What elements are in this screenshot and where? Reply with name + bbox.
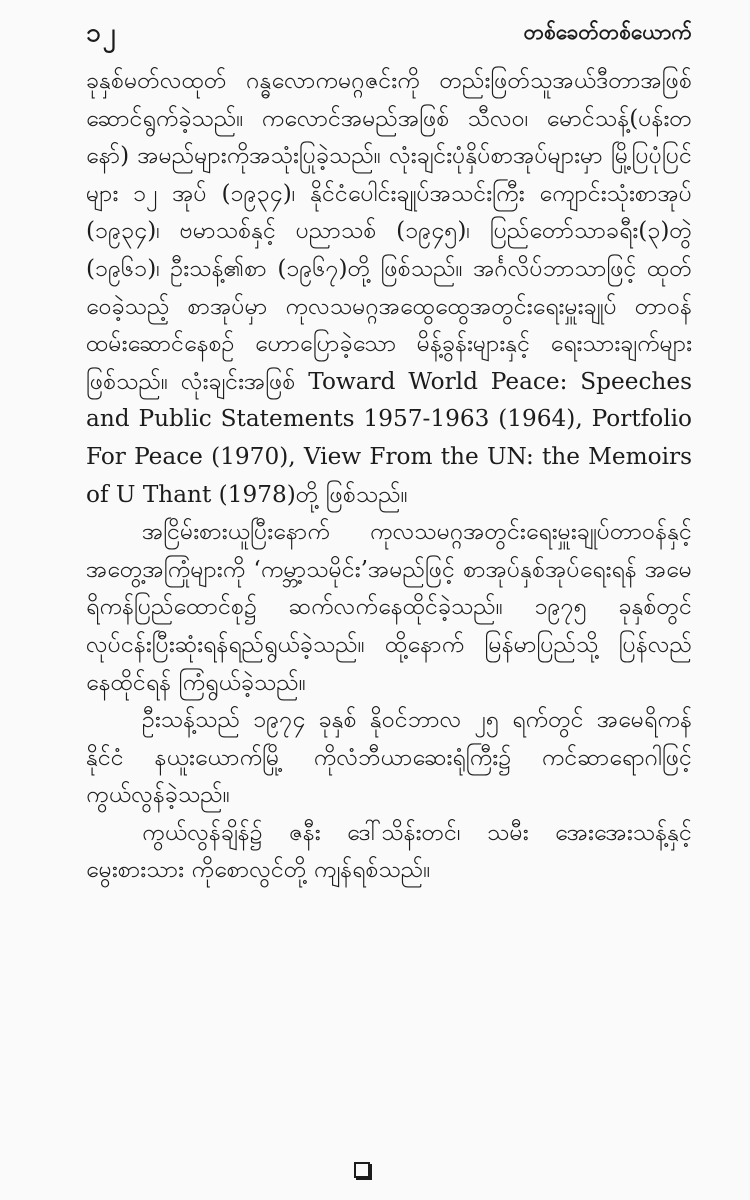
- paragraph-2: အငြိမ်းစားယူပြီးနောက် ကုလသမဂ္ဂအတွင်းရေးမှူးချုပ်တာဝန်နှင့် အတွေ့အကြုံများကို ‘ကမ္ဘာ့သမိုင်း’အမည်ဖြင့် စာအုပ်နှစ်အုပ်ရေးရန် အမေရိကန်ပြည်ထောင်စု၌ ဆက်လက်နေထိုင်ခဲ့သည်။ ၁၉၇၅ ခုနှစ်တွင် လုပ်ငန်းပြီးဆုံးရန်ရည်ရွယ်ခဲ့သည်။ ထို့နောက် မြန်မာပြည်သို့ ပြန်လည်နေထိုင်ရန် ကြံရွယ်ခဲ့သည်။: [86, 518, 692, 696]
- paragraph-3: ဦးသန့်သည် ၁၉၇၄ ခုနှစ် နိုဝင်ဘာလ ၂၅ ရက်တွင် အမေရိကန်နိုင်ငံ နယူးယောက်မြို့ ကိုလံဘီယာဆေးရုံကြီး၌ ကင်ဆာရောဂါဖြင့် ကွယ်လွန်ခဲ့သည်။: [86, 706, 692, 809]
- body-text: [86, 62, 692, 889]
- end-of-section-mark: [354, 1162, 370, 1178]
- running-title: တစ်ခေတ်တစ်ယောက်: [523, 19, 692, 44]
- paragraph-4: ကွယ်လွန်ချိန်၌ ဇနီး ဒေါ်သိန်းတင်၊ သမီး အေးအေးသန့်နှင့် မွေးစားသား ကိုစောလွင်တို့ ကျန်ရစ်သည်။: [86, 818, 692, 884]
- page-number: ၁၂: [86, 17, 118, 48]
- paragraph-1: ခုနှစ်မတ်လထုတ် ဂန္ဓလောကမဂ္ဂဇင်းကို တည်းဖြတ်သူအယ်ဒီတာအဖြစ် ဆောင်ရွက်ခဲ့သည်။ ကလောင်အမည်အဖြစ် သီလဝ၊ မောင်သန့်(ပန်းတနော်) အမည်များကိုအသုံးပြုခဲ့သည်။ လုံးချင်းပုံနှိပ်စာအုပ်များမှာ မြို့ပြပုံပြင်များ ၁၂ အုပ် (၁၉၃၄)၊ နိုင်ငံပေါင်းချုပ်အသင်းကြီး ကျောင်းသုံးစာအုပ် (၁၉၃၄)၊ ဗမာသစ်နှင့် ပညာသစ် (၁၉၄၅)၊ ပြည်တော်သာခရီး(၃)တွဲ (၁၉၆၁)၊ ဦးသန့်၏စာ (၁၉၆၇)တို့ ဖြစ်သည်။ အင်္ဂလိပ်ဘာသာဖြင့် ထုတ်ဝေခဲ့သည့် စာအုပ်မှာ ကုလသမဂ္ဂအထွေထွေအတွင်းရေးမှူးချုပ် တာဝန်ထမ်းဆောင်နေစဉ် ဟောပြောခဲ့သော မိန့်ခွန်းများနှင့် ရေးသားချက်များ ဖြစ်သည်။ လုံးချင်းအဖြစ် Toward World Peace: Speeches and Public Statements 1957-1963 (1964), Portfolio For Peace (1970), View From the UN: the Memoirs of U Thant (1978)တို့ ဖြစ်သည်။: [86, 67, 692, 508]
- page-header: [86, 14, 692, 54]
